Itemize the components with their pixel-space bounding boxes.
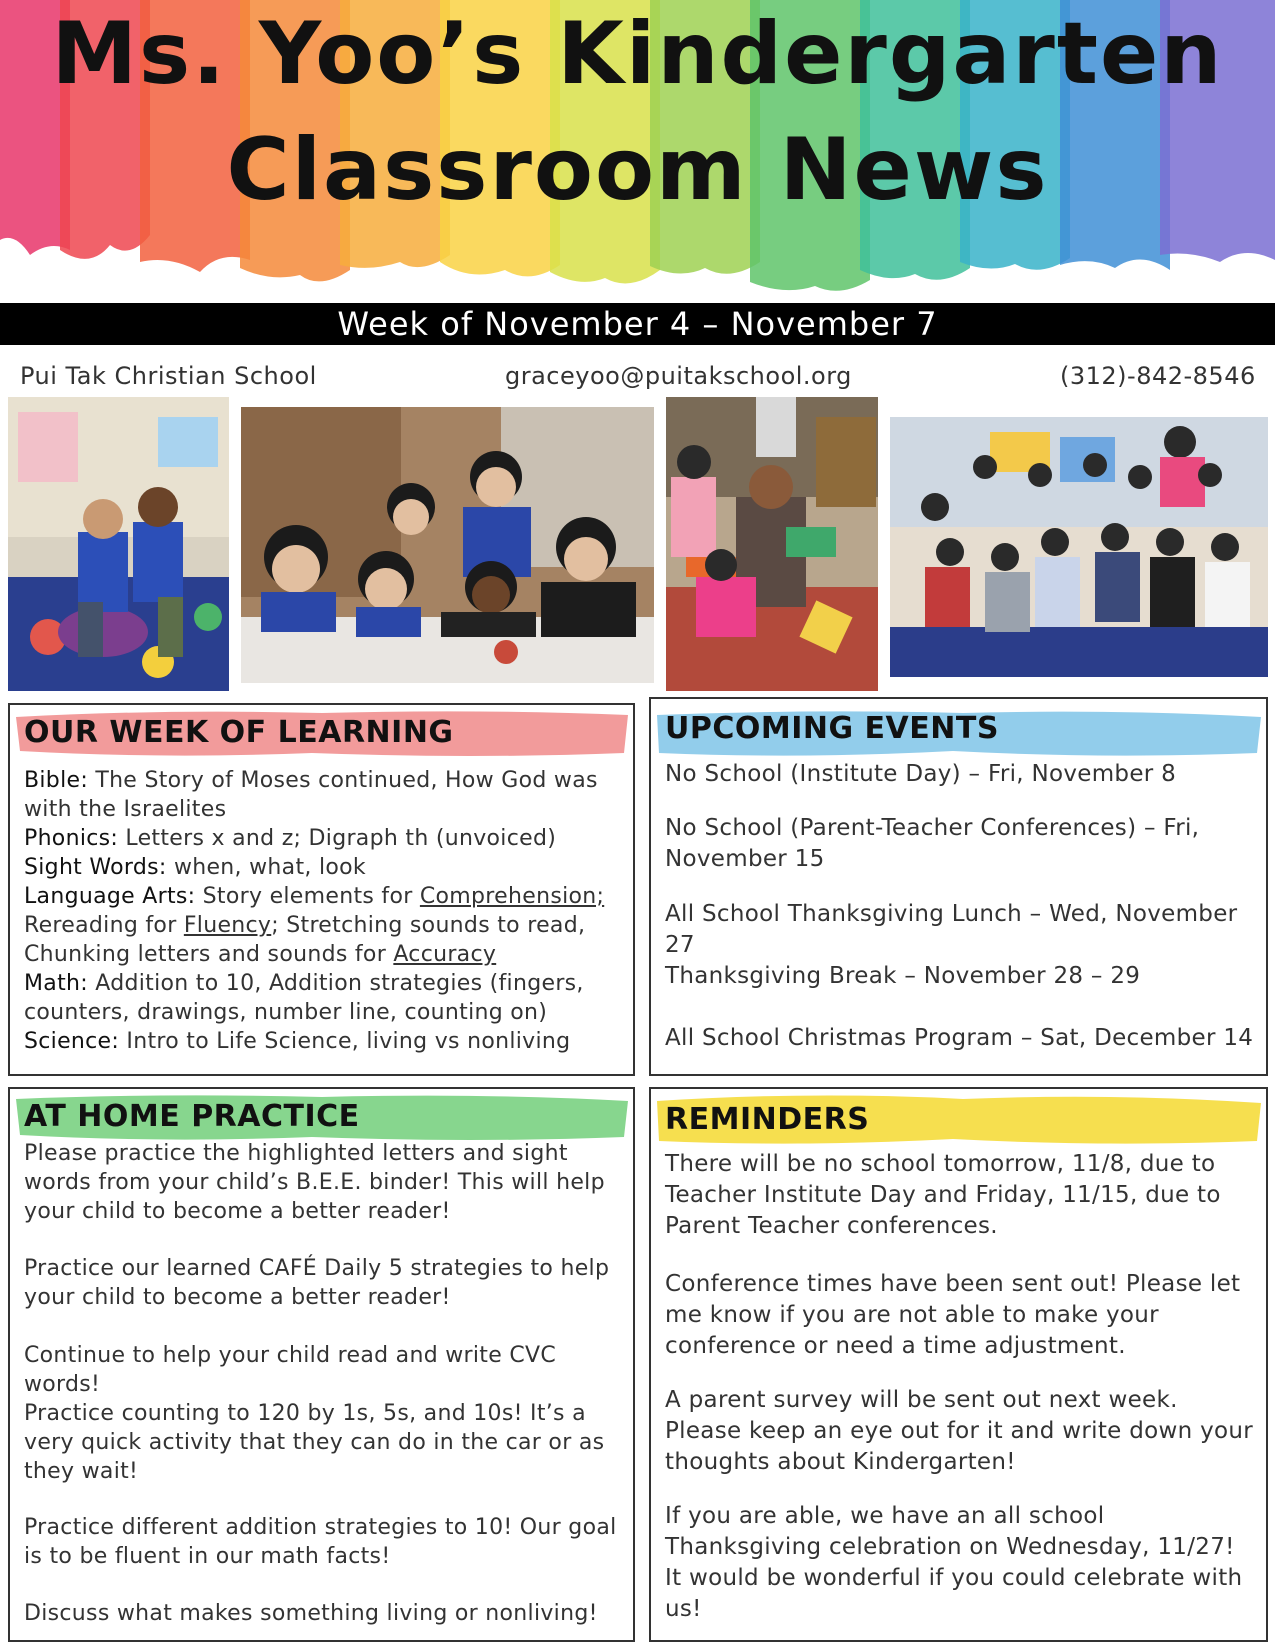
home-item-2: Practice our learned CAFÉ Daily 5 strategies to help your child to become a better reader! [24, 1256, 610, 1310]
title-line-2: Classroom News [226, 120, 1049, 220]
event-item-5: All School Christmas Program – Sat, December 14 [665, 1025, 1254, 1051]
classroom-photo-4 [890, 417, 1268, 677]
event-item-3: All School Thanksgiving Lunch – Wed, November 27 [665, 901, 1238, 958]
event-item-4: Thanksgiving Break – November 28 – 29 [665, 963, 1141, 989]
event-item-1: No School (Institute Day) – Fri, November 8 [665, 761, 1177, 787]
language-arts-line: Language Arts: Story elements for Comprehension; Rereading for Fluency; Stretching sounds to read, Chunking letters and sounds for Accuracy [24, 884, 605, 967]
classroom-photo-1 [8, 397, 229, 691]
school-phone: (312)-842-8546 [1060, 362, 1256, 390]
math-line: Math: Addition to 10, Addition strategies (fingers, counters, drawings, number line, counting on) [24, 971, 584, 1025]
reminder-item-1: There will be no school tomorrow, 11/8, due to Teacher Institute Day and Friday, 11/15, due to Parent Teacher conferences. [665, 1151, 1221, 1239]
title-line-1: Ms. Yoo’s Kindergarten [51, 4, 1224, 104]
school-name: Pui Tak Christian School [20, 362, 317, 390]
reminders-title: REMINDERS [665, 1102, 870, 1137]
learning-title: OUR WEEK OF LEARNING [24, 715, 454, 750]
watercolor-banner [0, 0, 1275, 300]
classroom-photo-3 [666, 397, 878, 691]
science-line: Science: Intro to Life Science, living vs nonliving [24, 1029, 571, 1054]
sight-words-line: Sight Words: when, what, look [24, 855, 366, 880]
events-panel [649, 697, 1268, 1076]
home-title: AT HOME PRACTICE [24, 1099, 360, 1134]
bible-line: Bible: The Story of Moses continued, How God was with the Israelites [24, 768, 598, 822]
week-bar: Week of November 4 – November 7 [0, 303, 1275, 345]
reminders-panel [649, 1087, 1268, 1642]
event-item-2: No School (Parent-Teacher Conferences) – Fri, November 15 [665, 815, 1200, 872]
learning-panel [8, 703, 635, 1076]
classroom-photo-2 [241, 407, 654, 683]
reminder-item-3: A parent survey will be sent out next week. Please keep an eye out for it and write down your thoughts about Kindergarten! [665, 1387, 1254, 1475]
home-item-4: Practice counting to 120 by 1s, 5s, and 10s! It’s a very quick activity that they can do in the car or as they wait! [24, 1401, 605, 1484]
phonics-line: Phonics: Letters x and z; Digraph th (unvoiced) [24, 826, 557, 851]
home-practice-panel [8, 1087, 635, 1642]
learning-content [24, 766, 624, 1056]
events-title: UPCOMING EVENTS [665, 711, 999, 746]
home-item-5: Practice different addition strategies to 10! Our goal is to be fluent in our math facts! [24, 1515, 617, 1569]
reminder-item-4: If you are able, we have an all school Thanksgiving celebration on Wednesday, 11/27! It would be wonderful if you could celebrate with us! [665, 1503, 1243, 1622]
teacher-email[interactable]: graceyoo@puitakschool.org [505, 362, 852, 390]
home-item-3: Continue to help your child read and write CVC words! [24, 1343, 557, 1397]
home-item-6: Discuss what makes something living or nonliving! [24, 1601, 598, 1626]
home-item-1: Please practice the highlighted letters and sight words from your child’s B.E.E. binder! This will help your child to become a better reader! [24, 1141, 605, 1224]
reminder-item-2: Conference times have been sent out! Please let me know if you are not able to make your conference or need a time adjustment. [665, 1271, 1241, 1359]
